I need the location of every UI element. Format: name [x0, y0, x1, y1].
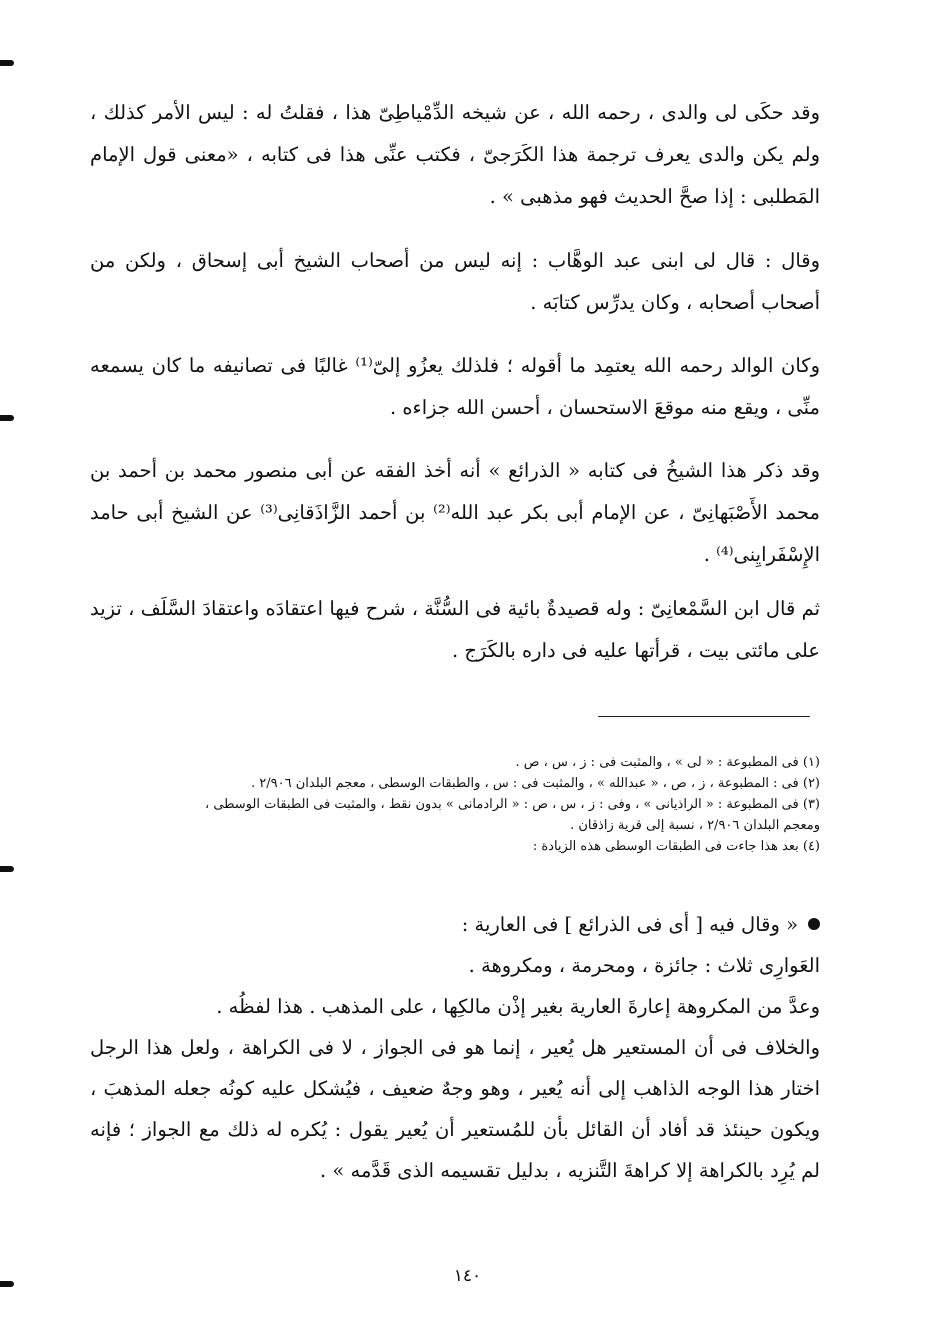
paragraph: وكان الوالد رحمه الله يعتمِد ما أقوله ؛ فلذلك يعزُو إلىّ⁽¹⁾ غالبًا فى تصانيفه ما كان يسمعه منِّى ، ويقع منه موقعَ الاستحسان ، أحسن الله جزاءه . — [90, 354, 821, 419]
scan-edge-mark — [0, 60, 14, 66]
paragraph: ثم قال ابن السَّمْعانِىّ : وله قصيدةٌ بائية فى السُّنَّة ، شرح فيها اعتقادَه واعتقادَ السَّلَف ، تزيد على مائتى بيت ، قرأتها عليه فى داره بالكَرَج . — [90, 597, 820, 662]
footnote: (١) فى المطبوعة : « لى » ، والمثبت فى : ز ، س ، ص . — [515, 755, 820, 770]
scan-edge-mark — [0, 415, 14, 421]
addition-heading — [90, 904, 820, 945]
addition-line: العَوارِى ثلاث : جائزة ، ومحرمة ، ومكروهة . — [468, 954, 820, 977]
addition-heading-text: « وقال فيه [ أى فى الذرائع ] فى العارية : — [461, 913, 798, 936]
page-number: ١٤٠ — [453, 1266, 482, 1286]
footnote-divider — [598, 716, 810, 717]
footnote-addition — [90, 904, 820, 1191]
bullet-icon — [808, 918, 820, 930]
addition-line: والخلاف فى أن المستعير هل يُعير ، إنما هو فى الجواز ، لا فى الكراهة ، ولعل هذا الرجل اختار هذا الوجه الذاهب إلى أنه يُعير ، وهو وجهٌ ضعيف ، فيُشكل عليه كونُه جعله المذهبَ ، ويكون حينئذ قد أفاد أن القائل بأن للمُستعير أن يُعير يقول : يُكره له ذلك مع الجواز ؛ فإنه لم يُرِد بالكراهة إلا كراهةَ التَّنزيه ، بدليل تقسيمه الذى قَدَّمه » . — [90, 1036, 820, 1182]
footnote: (٢) فى : المطبوعة ، ز ، ص ، « عبدالله » ، والمثبت فى : س ، والطبقات الوسطى ، معجم البلدان ٢/٩٠٦ . — [251, 776, 820, 791]
paragraph: وقد ذكر هذا الشيخُ فى كتابه « الذرائع » أنه أخذ الفقه عن أبى منصور محمد بن أحمد بن محمد الأَصْبَهانِىّ ، عن الإمام أبى بكر عبد الله⁽²⁾ بن أحمد الزَّاذَقانِى⁽³⁾ عن الشيخ أبى حامد الإِسْفَرايِنى⁽⁴⁾ . — [90, 459, 820, 566]
addition-line: وعدَّ من المكروهة إعارةَ العارية بغير إذْن مالكِها ، على المذهب . هذا لفظُه . — [216, 995, 820, 1018]
footnote-continuation: ومعجم البلدان ٢/٩٠٦ ، نسبة إلى قرية زاذقان . — [570, 818, 820, 833]
footnote: (٣) فى المطبوعة : « الراذيانى » ، وفى : ز ، س ، ص : « الرادمانى » بدون نقط ، والمثبت فى الطبقات الوسطى ، — [204, 797, 820, 812]
footnotes — [90, 752, 820, 857]
paragraph: وقد حكَى لى والدى ، رحمه الله ، عن شيخه الدِّمْياطِىّ هذا ، فقلتُ له : ليس الأمر كذلك ، ولم يكن والدى يعرف ترجمة هذا الكَرَجىّ ، فكتب عنِّى هذا فى كتابه ، «معنى قول الإمام المَطلبى : إذا صحَّ الحديث فهو مذهبى » . — [90, 101, 820, 208]
paragraph: وقال : قال لى ابنى عبد الوهَّاب : إنه ليس من أصحاب الشيخ أبى إسحاق ، ولكن من أصحاب أصحابه ، وكان يدرِّس كتابَه . — [90, 249, 820, 314]
footnote: (٤) بعد هذا جاءت فى الطبقات الوسطى هذه الزيادة : — [532, 839, 820, 854]
scan-edge-mark — [0, 866, 14, 872]
